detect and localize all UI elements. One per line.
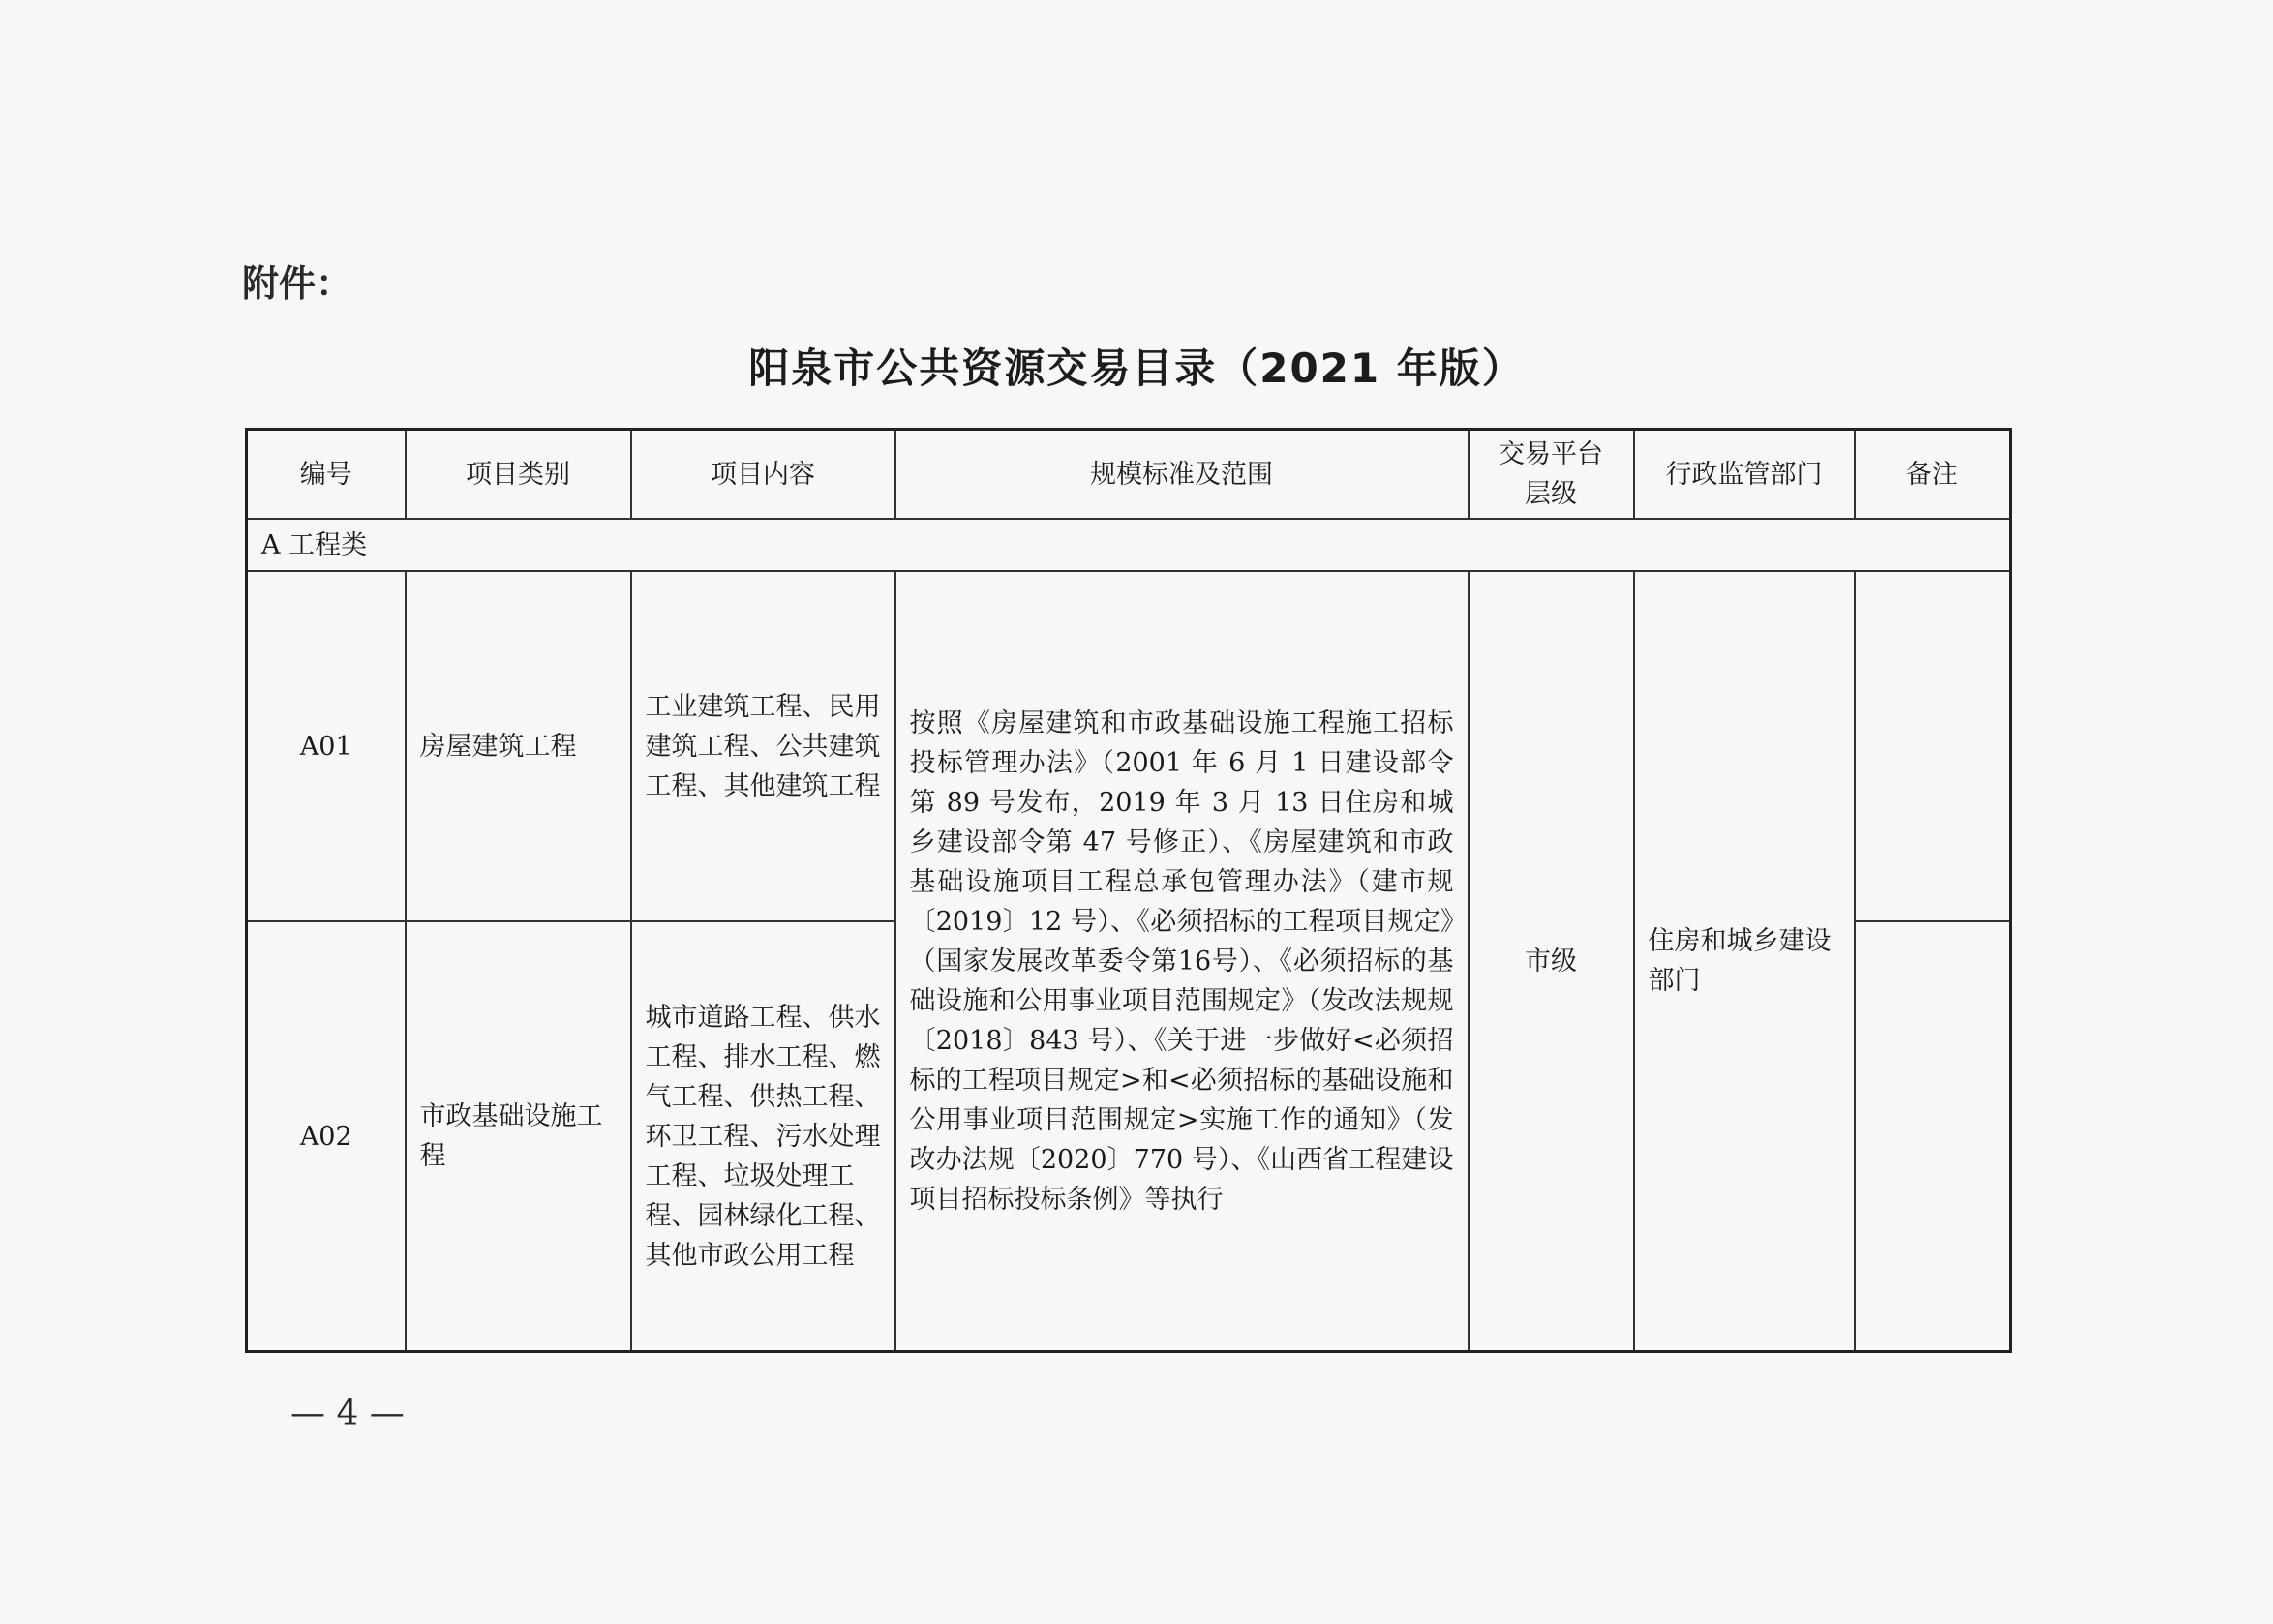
row-category: 房屋建筑工程 [406,571,631,921]
header-platform-level [1469,430,1634,520]
header-platform-level-line1: 交易平台 [1499,439,1603,469]
row-category: 市政基础设施工程 [406,921,631,1352]
header-scale: 规模标准及范围 [895,430,1469,520]
table-header-row [247,430,2011,520]
row-code: A01 [247,571,406,921]
header-department: 行政监管部门 [1634,430,1855,520]
scale-standard: 按照《房屋建筑和市政基础设施工程施工招标投标管理办法》（2001 年 6 月 1 日建设部令第 89 号发布，2019 年 3 月 13 日住房和城乡建设部令第 47 号修正）、《房屋建筑和市政基础设施项目工程总承包管理办法》（建市规〔2019〕12 号）、《必须招标的工程项目规定》（国家发展改革委令第16号）、《必须招标的基础设施和公用事业项目范围规定》（发改法规规〔2018〕843 号）、《关于进一步做好<必须招标的工程项目规定>和<必须招标的基础设施和公用事业项目范围规定>实施工作的通知》（发改办法规〔2020〕770 号）、《山西省工程建设项目招标投标条例》等执行 [895,571,1469,1352]
row-code: A02 [247,921,406,1352]
catalog-table [245,428,2012,1353]
page-number: — 4 — [290,1394,405,1433]
header-category: 项目类别 [406,430,631,520]
row-remarks [1855,921,2011,1352]
header-code: 编号 [247,430,406,520]
header-platform-level-line2: 层级 [1525,479,1577,509]
table-row [247,571,2011,921]
section-label: A 工程类 [247,519,2011,571]
supervising-department: 住房和城乡建设部门 [1634,571,1855,1352]
section-row [247,519,2011,571]
page-title: 阳泉市公共资源交易目录（2021 年版） [748,345,1525,392]
header-content: 项目内容 [631,430,895,520]
row-content: 工业建筑工程、民用建筑工程、公共建筑工程、其他建筑工程 [631,571,895,921]
row-content: 城市道路工程、供水工程、排水工程、燃气工程、供热工程、环卫工程、污水处理工程、垃圾处理工程、园林绿化工程、其他市政公用工程 [631,921,895,1352]
row-remarks [1855,571,2011,921]
header-remarks: 备注 [1855,430,2011,520]
platform-level: 市级 [1469,571,1634,1352]
attachment-label: 附件： [242,262,353,305]
